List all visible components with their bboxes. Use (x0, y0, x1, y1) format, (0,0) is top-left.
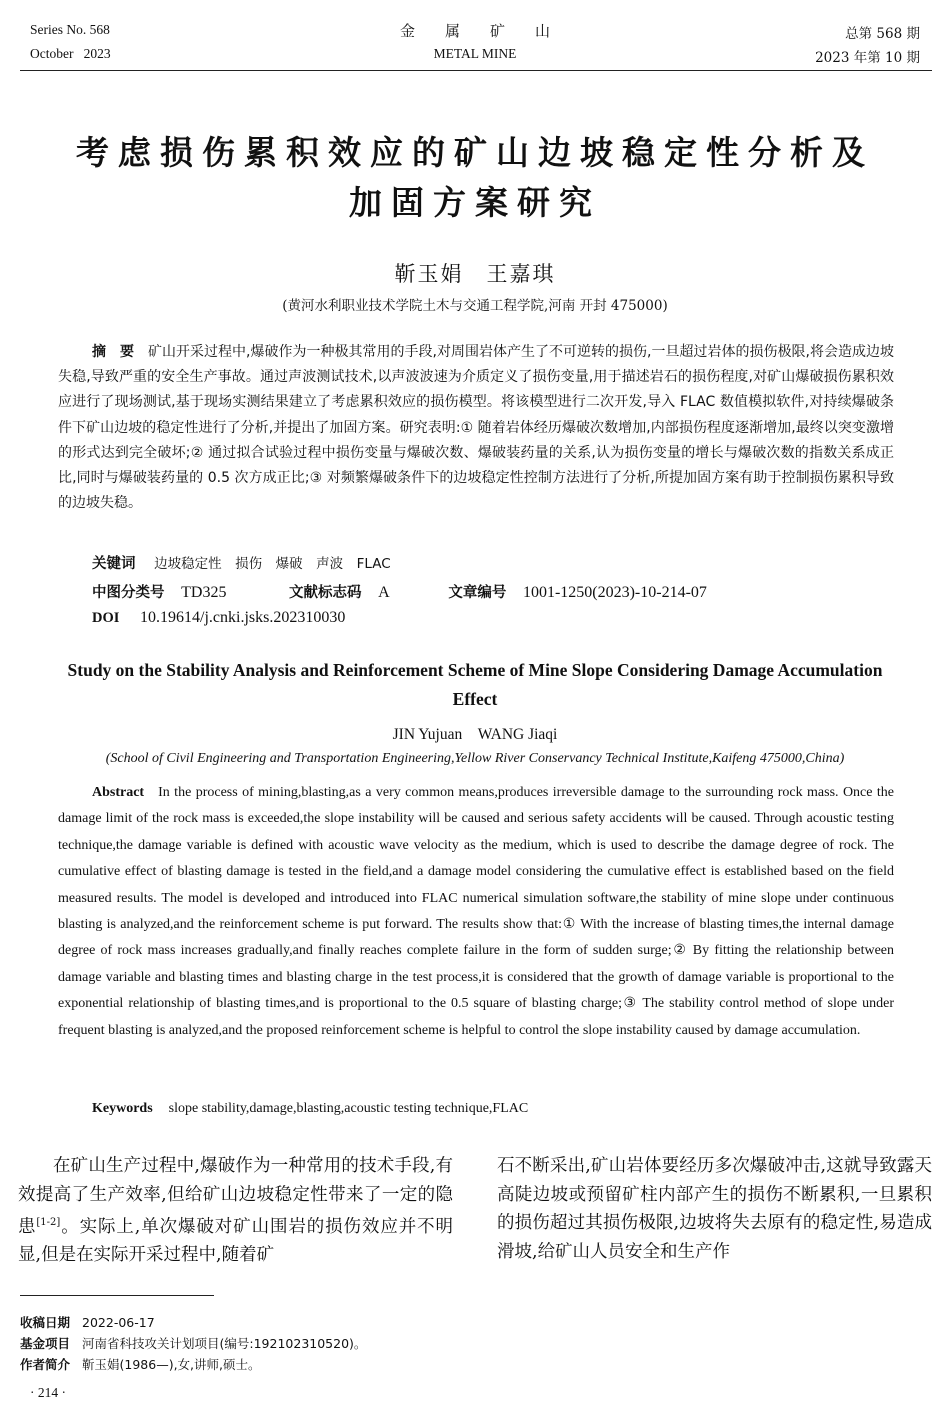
journal-name-cn: 金 属 矿 山 (399, 22, 550, 40)
abstract-en-text: In the process of mining,blasting,as a very common means,produces irreversible damage to the surrounding rock mass. Once the damage limit of the rock mass is exceeded,the slope instability will be caused and serious safety accidents will be caused. Through acoustic testing technique,the damage variable is defined with acoustic wave velocity as the medium, which is used to describe the damage degree of rock. The cumulative effect of blasting damage is tested in the field,and a damage model considering the cumulative effect is established based on the field measured results. The model is developed and introduced into FLAC numerical simulation software,the stability of mine slope under continuous blasting is analyzed,and the reinforcement scheme is put forward. The results show that:① With the increase of blasting times,the internal damage degree of rock mass increases gradually,and finally reaches complete failure in the form of sudden surge;② By fitting the relationship between damage variable and blasting times and blasting charge in the test process,it is considered that the growth of damage variable is proportional to the exponential relationship of blasting times,and is proportional to the 0.5 square of blasting charge;③ The stability control method of slope under frequent blasting is analyzed,and the proposed reinforcement scheme is helpful to control the slope instability caused by damage accumulation. (58, 785, 894, 1038)
keywords-en-text: slope stability,damage,blasting,acoustic testing technique,FLAC (168, 1101, 529, 1116)
doc-code-value: A (378, 584, 390, 601)
title-line-1: 考虑损伤累积效应的矿山边坡稳定性分析及 (76, 133, 874, 172)
clc-label: 中图分类号 (92, 585, 165, 601)
author-bio-label: 作者简介 (20, 1357, 71, 1372)
doc-code-label: 文献标志码 (289, 585, 362, 601)
abstract-cn-text: 矿山开采过程中,爆破作为一种极其常用的手段,对周围岩体产生了不可逆转的损伤,一旦超过岩体的损伤极限,将会造成边坡失稳,导致严重的安全生产事故。通过声波测试技术,以声波波速为介质定义了损伤变量,用于描述岩石的损伤程度,对矿山爆破损伤累积效应进行了现场测试,基于现场实测结果建立了考虑累积效应的损伤模型。将该模型进行二次开发,导入 FLAC 数值模拟软件,对持续爆破条件下矿山边坡的稳定性进行了分析,并提出了加固方案。研究表明:① 随着岩体经历爆破次数增加,内部损伤程度逐渐增加,最终以突变激增的形式达到完全破坏;② 通过拟合试验过程中损伤变量与爆破次数、爆破装药量的关系,认为损伤变量的增长与爆破次数的指数关系成正比,同时与爆破装药量的 0.5 次方成正比;③ 对频繁爆破条件下的边坡稳定性控制方法进行了分析,所提加固方案有助于控制损伤累积导致的边坡失稳。 (58, 344, 894, 512)
page-number: · 214 · (30, 1385, 66, 1400)
issue-date: October 2023 (30, 46, 111, 61)
keywords-en (92, 1101, 528, 1117)
fund-label: 基金项目 (20, 1336, 71, 1351)
abstract-en-label: Abstract (92, 785, 145, 800)
body-paragraph (18, 1152, 453, 1270)
abstract-cn (58, 340, 894, 516)
keywords-cn-text: 边坡稳定性 损伤 爆破 声波 FLAC (154, 556, 391, 572)
doi-value: 10.19614/j.cnki.jsks.202310030 (140, 609, 346, 626)
doi-label: DOI (92, 610, 120, 626)
series-number: Series No. 568 (30, 22, 110, 37)
footnote-received (20, 1313, 155, 1331)
affiliation-cn: (黄河水利职业技术学院土木与交通工程学院,河南 开封 475000) (282, 298, 668, 314)
received-label: 收稿日期 (20, 1315, 71, 1330)
title-line-2: 加固方案研究 (349, 183, 601, 222)
doi-line (92, 609, 345, 627)
body-text-left-1: 在矿山生产过程中,爆破作为一种常用的技术手段,有效提高了生产效率,但给矿山边坡稳定性带来了一定的隐患 (18, 1156, 453, 1237)
title-en: Study on the Stability Analysis and Reinforcement Scheme of Mine Slope Considering Damage Accumulation Effect (67, 660, 883, 709)
authors-en: JIN Yujuan WANG Jiaqi (392, 726, 558, 743)
affiliation-en: (School of Civil Engineering and Transportation Engineering,Yellow River Conservancy Technical Institute,Kaifeng 475000,China) (105, 751, 845, 766)
article-number-value: 1001-1250(2023)-10-214-07 (522, 584, 707, 601)
footnote-fund (20, 1334, 366, 1352)
classification-line (92, 581, 707, 602)
received-value: 2022-06-17 (82, 1315, 155, 1330)
authors-cn: 靳玉娟 王嘉琪 (394, 262, 556, 286)
keywords-en-label: Keywords (92, 1101, 153, 1116)
clc-value: TD325 (181, 584, 227, 601)
footnote-rule (20, 1295, 214, 1296)
keywords-cn-label: 关键词 (92, 556, 136, 572)
issue-total: 总第 568 期 (845, 26, 920, 42)
fund-value: 河南省科技攻关计划项目(编号:192102310520)。 (82, 1336, 367, 1351)
journal-name-en: METAL MINE (433, 46, 517, 61)
body-column-right (497, 1152, 932, 1266)
author-bio-value: 靳玉娟(1986—),女,讲师,硕士。 (82, 1357, 261, 1372)
body-text-right: 石不断采出,矿山岩体要经历多次爆破冲击,这就导致露天高陡边坡或预留矿柱内部产生的损伤不断累积,一旦累积的损伤超过其损伤极限,边坡将失去原有的稳定性,易造成滑坡,给矿山人员安全和生产作 (497, 1156, 932, 1262)
citation: [1-2] (36, 1217, 61, 1228)
keywords-cn (92, 552, 391, 573)
body-text-left-2: 。实际上,单次爆破对矿山围岩的损伤效应并不明显,但是在实际开采过程中,随着矿 (18, 1216, 454, 1266)
issue-year: 2023 年第 10 期 (815, 50, 920, 66)
abstract-cn-label: 摘 要 (92, 344, 135, 360)
header-rule (20, 70, 932, 71)
page-title (30, 128, 920, 228)
abstract-en (58, 780, 894, 1044)
footnote-author (20, 1355, 261, 1373)
body-column-left (18, 1152, 453, 1270)
article-number-label: 文章编号 (448, 585, 507, 601)
